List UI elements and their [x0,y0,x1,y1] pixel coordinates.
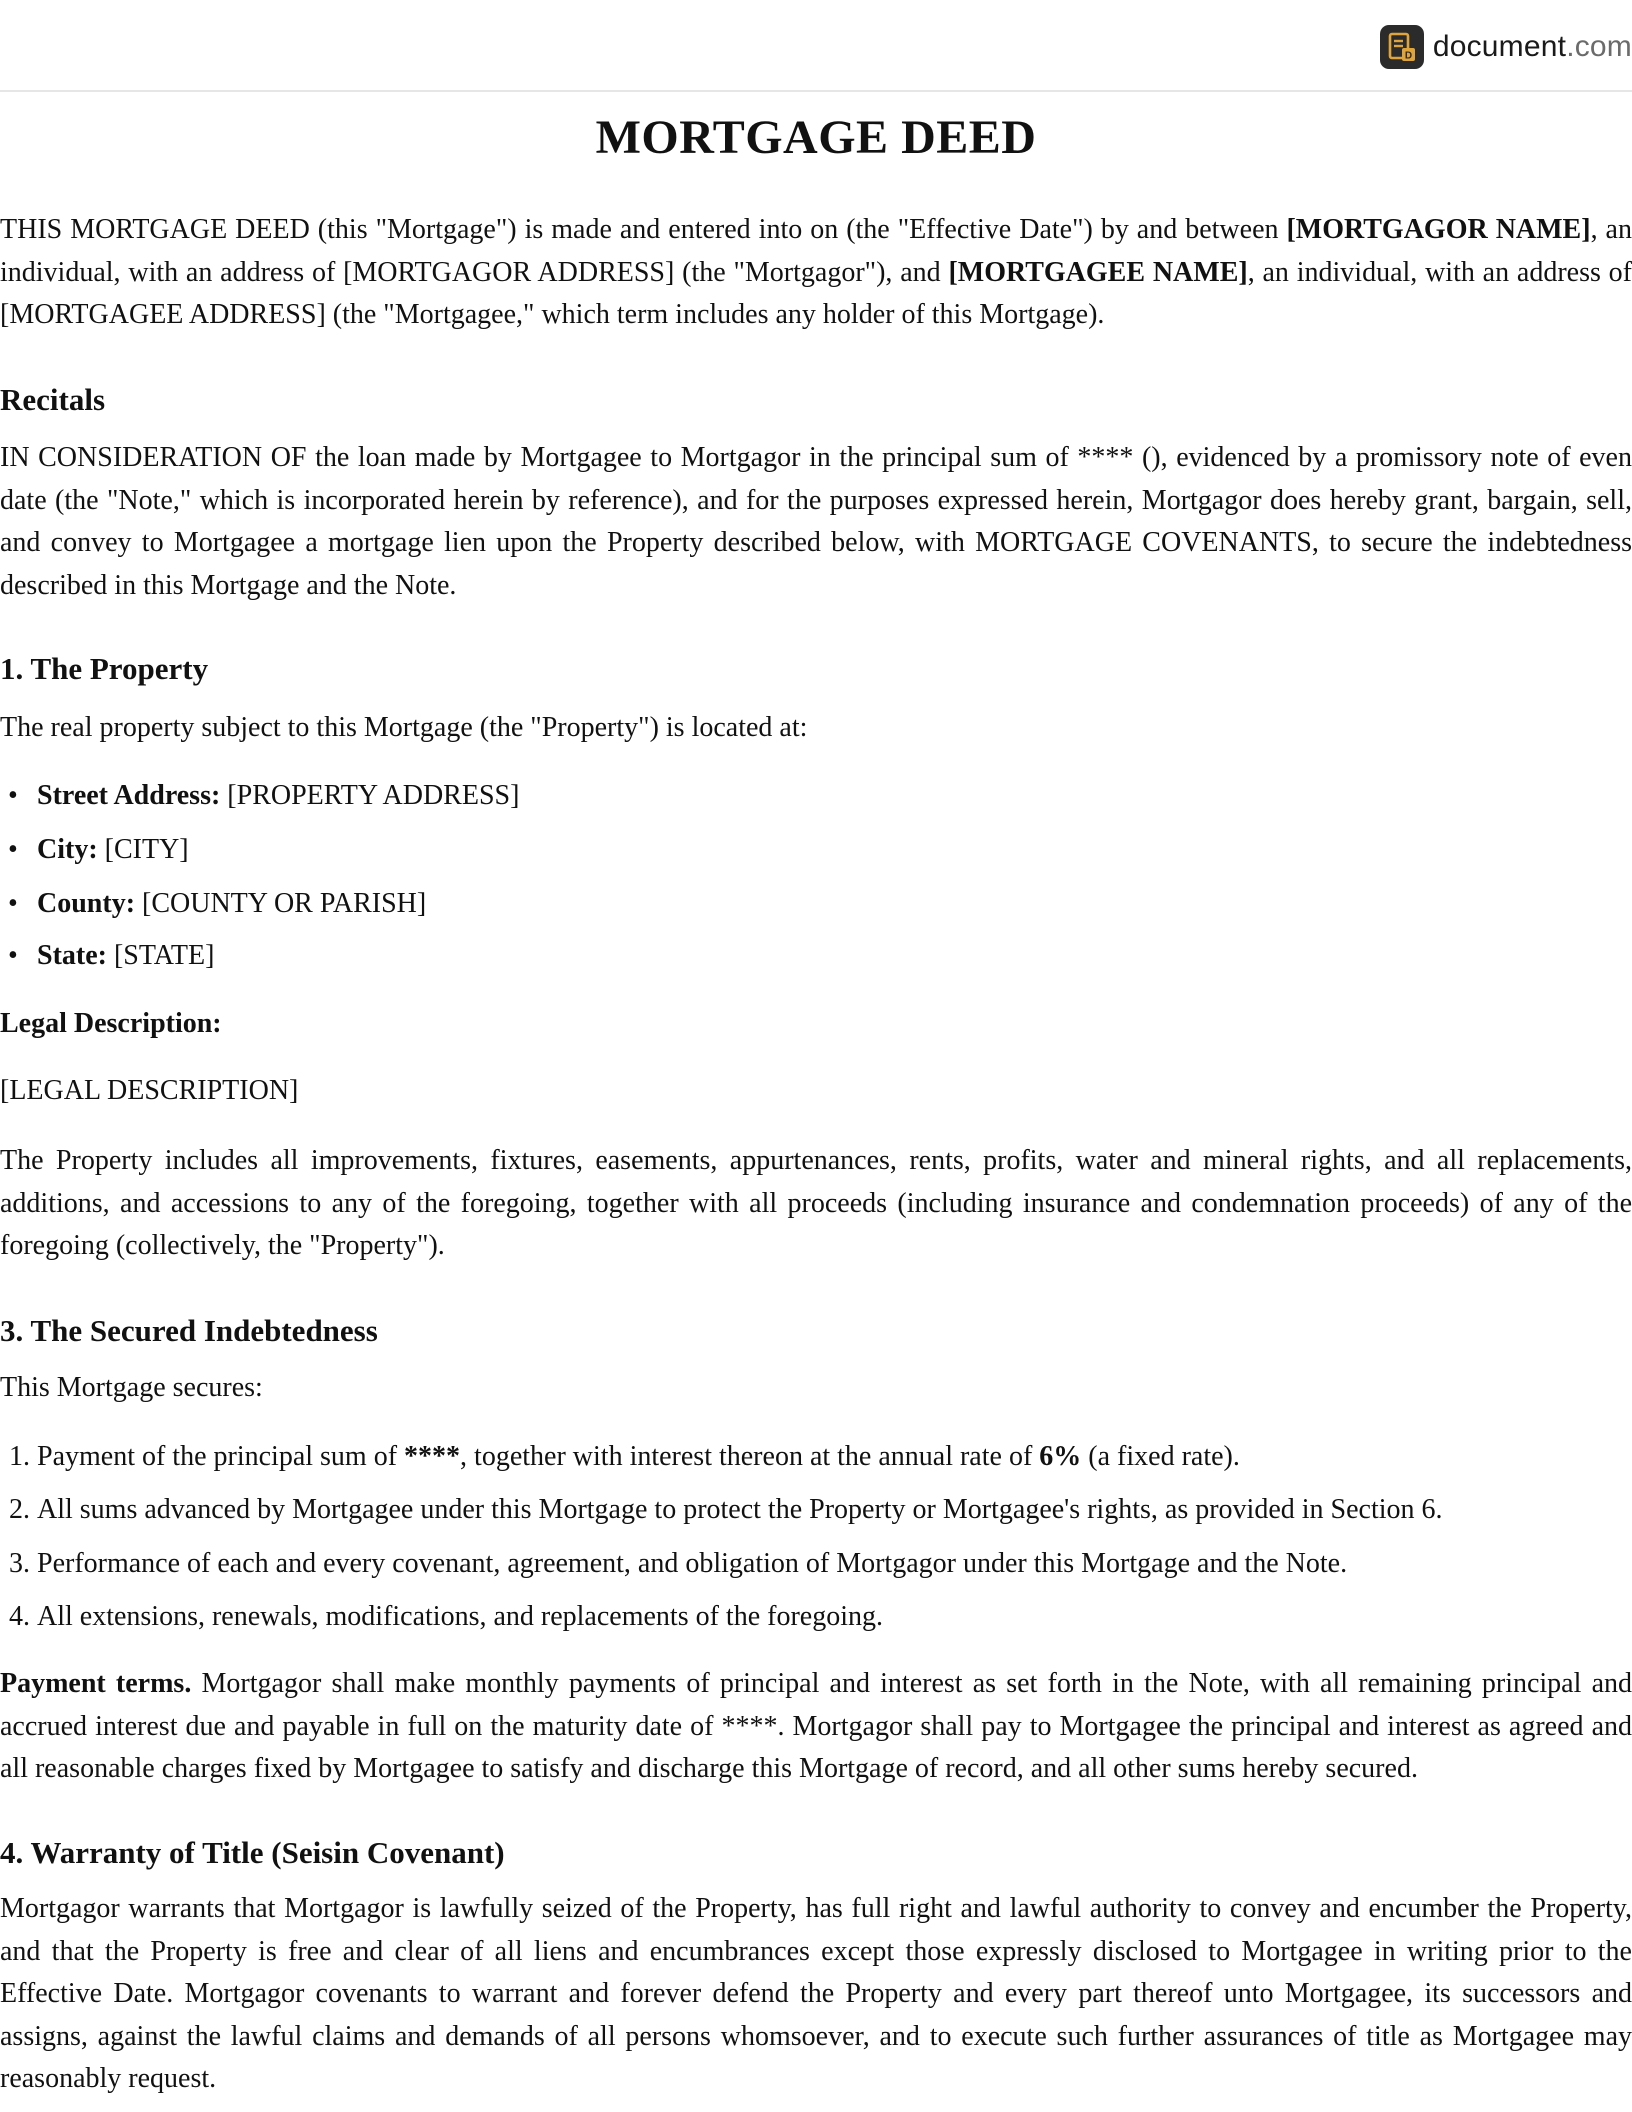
brand-name: document.com [1432,30,1632,63]
legal-description-value: [LEGAL DESCRIPTION] [0,1075,299,1106]
list-item: 2. All sums advanced by Mortgagee under this Mortgage to protect the Property or Mortgagee's rights, as provided in Section 6. [9,1494,1443,1525]
list-item: 3. Performance of each and every covenant, agreement, and obligation of Mortgagor under this Mortgage and the Note. [9,1548,1348,1579]
svg-text:D: D [1404,50,1412,62]
list-item: • State: [STATE] [8,940,215,971]
property-heading: 1. The Property [0,651,209,686]
recitals-heading: Recitals [0,382,106,417]
list-item: • Street Address: [PROPERTY ADDRESS] [8,780,520,811]
list-item: • City: [CITY] [8,834,189,865]
list-item: 4. All extensions, renewals, modifications, and replacements of the foregoing. [9,1601,883,1632]
payment-terms-paragraph: Payment terms. Mortgagor shall make monthly payments of principal and interest as set forth in the Note, with all remaining principal and accrued interest due and payable in full on the maturity date of ****. Mortgagor shall pay to Mortgagee the principal and interest as agreed and all reasonable charges fixed by Mortgagee to satisfy and discharge this Mortgage of record, and all other sums hereby secured. [0,1668,1632,1784]
legal-description-label: Legal Description: [0,1008,222,1039]
property-includes-paragraph: The Property includes all improvements, fixtures, easements, appurtenances, rents, profits, water and mineral rights, and all replacements, additions, and accessions to any of the foregoing, together with all proceeds (including insurance and condemnation proceeds) of any of the foregoing (collectively, the "Property"). [0,1145,1632,1261]
brand-logo[interactable] [1380,24,1632,70]
document-logo-icon [1380,25,1424,69]
intro-paragraph: THIS MORTGAGE DEED (this "Mortgage") is made and entered into on (the "Effective Date") by and between [MORTGAGOR NAME], an individual, with an address of [MORTGAGOR ADDRESS] (the "Mortgagor"), and [MORTGAGEE NAME], an individual, with an address of [MORTGAGEE ADDRESS] (the "Mortgagee," which term includes any holder of this Mortgage). [0,214,1632,330]
property-lead: The real property subject to this Mortgage (the "Property") is located at: [0,712,808,743]
list-item: 1. Payment of the principal sum of ****, together with interest thereon at the annual rate of 6% (a fixed rate). [9,1441,1240,1472]
list-item: • County: [COUNTY OR PARISH] [8,888,427,919]
secured-lead: This Mortgage secures: [0,1372,263,1403]
warranty-paragraph: Mortgagor warrants that Mortgagor is lawfully seized of the Property, has full right and lawful authority to convey and encumber the Property, and that the Property is free and clear of all liens and encumbrances except those expressly disclosed to Mortgagee in writing prior to the Effective Date. Mortgagor covenants to warrant and forever defend the Property and every part thereof unto Mortgagee, its successors and assigns, against the lawful claims and demands of all persons whomsoever, and to execute such further assurances of title as Mortgagee may reasonably request. [0,1893,1632,2094]
top-bar [0,0,1632,92]
page-title: MORTGAGE DEED [595,111,1037,164]
secured-heading: 3. The Secured Indebtedness [0,1313,378,1348]
recitals-paragraph: IN CONSIDERATION OF the loan made by Mortgagee to Mortgagor in the principal sum of **** (), evidenced by a promissory note of even date (the "Note," which is incorporated herein by reference), and for the purposes expressed herein, Mortgagor does hereby grant, bargain, sell, and convey to Mortgagee a mortgage lien upon the Property described below, with MORTGAGE COVENANTS, to secure the indebtedness described in this Mortgage and the Note. [0,442,1632,601]
warranty-heading: 4. Warranty of Title (Seisin Covenant) [0,1835,505,1870]
